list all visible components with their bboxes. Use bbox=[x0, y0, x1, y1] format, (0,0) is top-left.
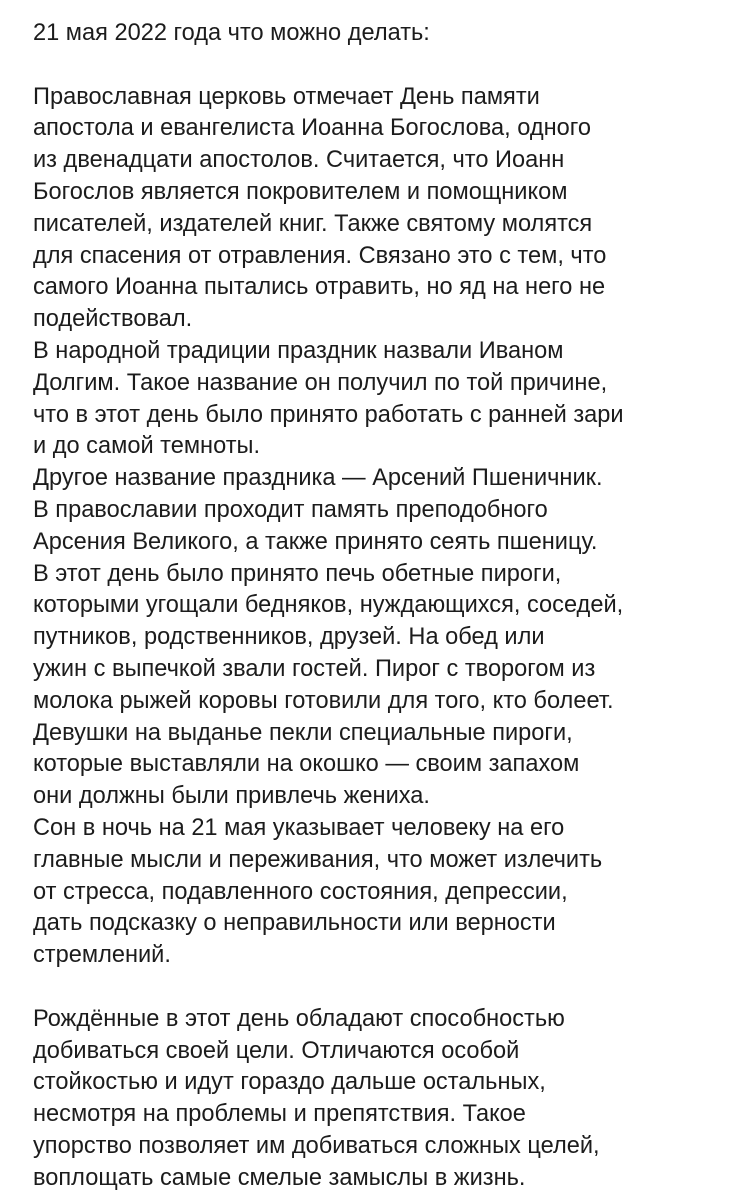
text-line: добиваться своей цели. Отличаются особой bbox=[33, 1037, 520, 1064]
text-line: писателей, издателей книг. Также святому молятся bbox=[33, 210, 593, 237]
text-line: которые выставляли на окошко — своим запахом bbox=[33, 751, 580, 778]
paragraph-spacer bbox=[33, 50, 739, 82]
text-line: для спасения от отравления. Связано это с тем, что bbox=[33, 242, 607, 269]
text-line: ужин с выпечкой звали гостей. Пирог с творогом из bbox=[33, 655, 596, 682]
text-line: стремлений. bbox=[33, 942, 171, 969]
text-line: путников, родственников, друзей. На обед или bbox=[33, 624, 545, 651]
text-line: воплощать самые смелые замыслы в жизнь. bbox=[33, 1164, 526, 1191]
text-line: из двенадцати апостолов. Считается, что Иоанн bbox=[33, 147, 565, 174]
text-line: они должны были привлечь жениха. bbox=[33, 783, 430, 810]
text-line: Девушки на выданье пекли специальные пироги, bbox=[33, 719, 573, 746]
text-line: от стресса, подавленного состояния, депрессии, bbox=[33, 878, 568, 905]
paragraph-holiday bbox=[33, 82, 739, 972]
text-line: Сон в ночь на 21 мая указывает человеку на его bbox=[33, 814, 565, 841]
text-line: главные мысли и переживания, что может излечить bbox=[33, 846, 603, 873]
text-line: В этот день было принято печь обетные пироги, bbox=[33, 560, 562, 587]
text-line: Богослов является покровителем и помощником bbox=[33, 178, 568, 205]
text-line: несмотря на проблемы и препятствия. Такое bbox=[33, 1101, 526, 1128]
text-line: молока рыжей коровы готовили для того, кто болеет. bbox=[33, 687, 614, 714]
text-line: В православии проходит память преподобного bbox=[33, 496, 548, 523]
text-line: упорство позволяет им добиваться сложных целей, bbox=[33, 1132, 600, 1159]
text-line: самого Иоанна пытались отравить, но яд на него не bbox=[33, 274, 606, 301]
text-line: Рождённые в этот день обладают способностью bbox=[33, 1005, 565, 1032]
paragraph-spacer bbox=[33, 972, 739, 1004]
text-line: Арсения Великого, а также принято сеять пшеницу. bbox=[33, 528, 598, 555]
text-line: подействовал. bbox=[33, 306, 193, 333]
text-line: Православная церковь отмечает День памяти bbox=[33, 83, 540, 110]
paragraph-birthday bbox=[33, 1004, 739, 1195]
document-heading: 21 мая 2022 года что можно делать: bbox=[33, 20, 430, 46]
text-line: Долгим. Такое название он получил по той причине, bbox=[33, 369, 608, 396]
text-line: и до самой темноты. bbox=[33, 433, 261, 460]
text-line: которыми угощали бедняков, нуждающихся, соседей, bbox=[33, 592, 624, 619]
text-line: дать подсказку о неправильности или верности bbox=[33, 910, 556, 937]
text-line: апостола и евангелиста Иоанна Богослова, одного bbox=[33, 115, 592, 142]
text-line: что в этот день было принято работать с ранней зари bbox=[33, 401, 624, 428]
text-line: стойкостью и идут гораздо дальше остальных, bbox=[33, 1069, 546, 1096]
text-line: Другое название праздника — Арсений Пшеничник. bbox=[33, 465, 603, 492]
text-line: В народной традиции праздник назвали Иваном bbox=[33, 337, 564, 364]
